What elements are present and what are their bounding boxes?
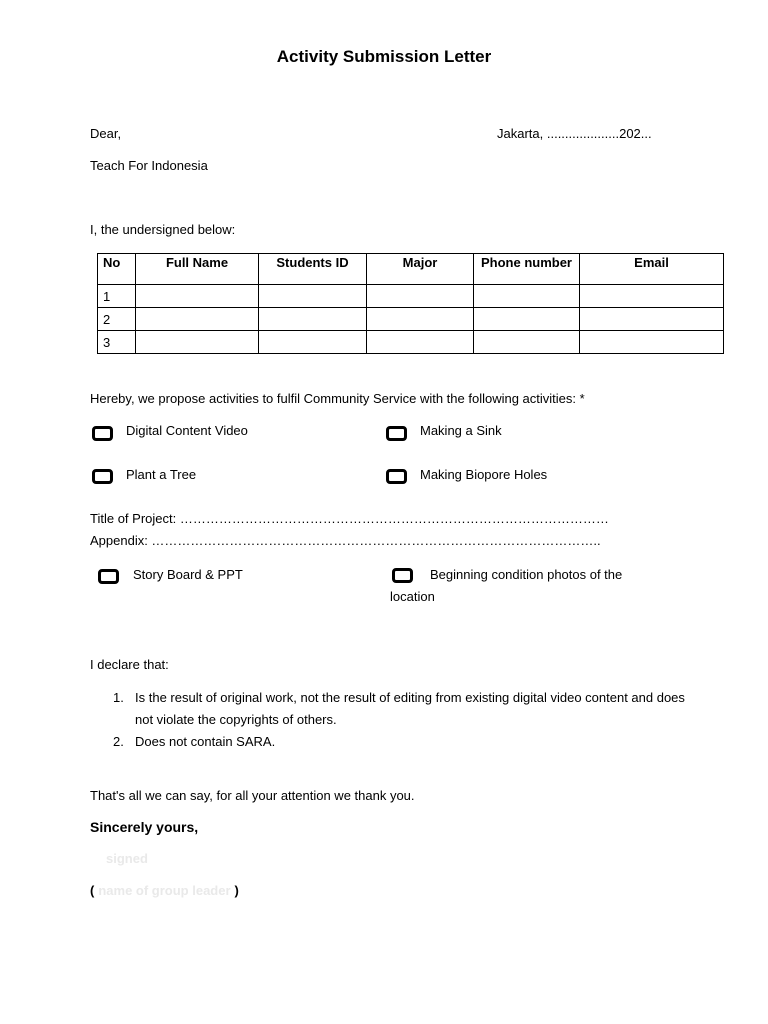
- place-date: Jakarta, ....................202...: [497, 126, 652, 141]
- list-number: 1.: [113, 690, 124, 705]
- student-id-cell[interactable]: [259, 308, 367, 331]
- checkbox-digital-content-video[interactable]: [92, 426, 113, 441]
- list-item: [90, 687, 690, 731]
- column-header: Students ID: [259, 254, 367, 285]
- letter-title: Activity Submission Letter: [276, 47, 492, 66]
- table-row: [98, 285, 724, 308]
- list-number: 2.: [113, 734, 124, 749]
- major-cell[interactable]: [367, 285, 474, 308]
- row-number: 3: [98, 331, 136, 354]
- open-paren: (: [90, 883, 95, 898]
- appendix-line[interactable]: Appendix: …………………………………………………………………………………………..: [90, 533, 601, 548]
- table-row: [98, 331, 724, 354]
- column-header: Major: [367, 254, 474, 285]
- project-title-line[interactable]: Title of Project: ………………………………………………………………………………………: [90, 511, 609, 526]
- table-header-row: [98, 254, 724, 285]
- table-row: [98, 308, 724, 331]
- option-label: Beginning condition photos of the: [430, 567, 623, 582]
- column-header: Email: [580, 254, 724, 285]
- close-paren: ): [234, 883, 239, 898]
- phone-cell[interactable]: [474, 331, 580, 354]
- checkbox-story-board-ppt[interactable]: [98, 569, 119, 584]
- group-leader-line: [90, 883, 239, 898]
- checkbox-making-a-sink[interactable]: [386, 426, 407, 441]
- column-header: No: [98, 254, 136, 285]
- major-cell[interactable]: [367, 308, 474, 331]
- email-cell[interactable]: [580, 308, 724, 331]
- activities-prompt: Hereby, we propose activities to fulfil Community Service with the following activities: *: [90, 391, 585, 406]
- list-text: Is the result of original work, not the result of editing from existing digital video content and does not violate the copyrights of others.: [135, 690, 685, 727]
- group-leader-placeholder[interactable]: name of group leader: [98, 883, 231, 898]
- email-cell[interactable]: [580, 331, 724, 354]
- checkbox-plant-a-tree[interactable]: [92, 469, 113, 484]
- full-name-cell[interactable]: [136, 331, 259, 354]
- list-item: [90, 731, 690, 753]
- members-table: [97, 253, 724, 354]
- email-cell[interactable]: [580, 285, 724, 308]
- salutation: Dear,: [90, 126, 122, 141]
- phone-cell[interactable]: [474, 285, 580, 308]
- column-header: Phone number: [474, 254, 580, 285]
- student-id-cell[interactable]: [259, 331, 367, 354]
- sign-off: Sincerely yours,: [90, 819, 199, 835]
- option-label: Digital Content Video: [126, 423, 248, 438]
- full-name-cell[interactable]: [136, 308, 259, 331]
- signature-placeholder[interactable]: signed: [106, 851, 148, 866]
- intro-text: I, the undersigned below:: [90, 222, 236, 237]
- thanks-text: That's all we can say, for all your attention we thank you.: [90, 788, 415, 803]
- option-label: Making Biopore Holes: [420, 467, 548, 482]
- phone-cell[interactable]: [474, 308, 580, 331]
- option-label: Plant a Tree: [126, 467, 197, 482]
- checkbox-making-biopore-holes[interactable]: [386, 469, 407, 484]
- option-label-continued: location: [390, 589, 435, 604]
- student-id-cell[interactable]: [259, 285, 367, 308]
- list-text: Does not contain SARA.: [135, 734, 276, 749]
- row-number: 2: [98, 308, 136, 331]
- checkbox-beginning-condition-photos[interactable]: [392, 568, 413, 583]
- column-header: Full Name: [136, 254, 259, 285]
- full-name-cell[interactable]: [136, 285, 259, 308]
- recipient: Teach For Indonesia: [90, 158, 208, 173]
- declaration-intro: I declare that:: [90, 657, 169, 672]
- major-cell[interactable]: [367, 331, 474, 354]
- row-number: 1: [98, 285, 136, 308]
- option-label: Story Board & PPT: [133, 567, 243, 582]
- option-label: Making a Sink: [420, 423, 502, 438]
